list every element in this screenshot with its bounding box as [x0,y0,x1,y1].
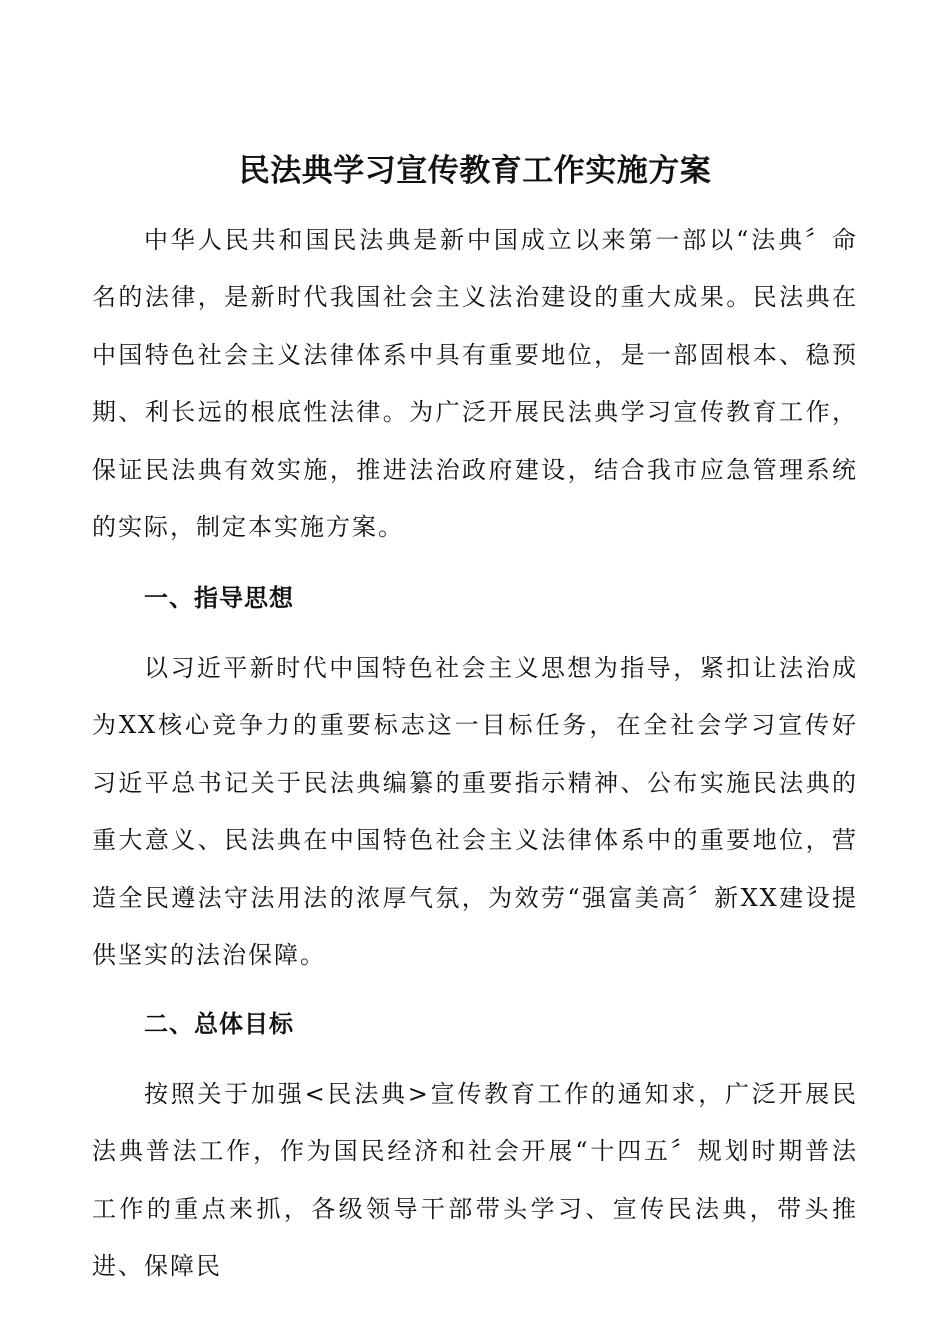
document-title: 民法典学习宣传教育工作实施方案 [238,153,712,189]
intro-paragraph: 中华人民共和国民法典是新中国成立以来第一部以“法典〞命名的法律，是新时代我国社会主义法治建设的重大成果。民法典在中国特色社会主义法律体系中具有重要地位，是一部固根本、稳预期、利长远的根底性法律。为广泛开展民法典学习宣传教育工作，保证民法典有效实施，推进法治政府建设，结合我市应急管理系统的实际，制定本实施方案。 [92,226,858,542]
section-body-guiding-ideology: 以习近平新时代中国特色社会主义思想为指导，紧扣让法治成为XX核心竞争力的重要标志这一目标任务，在全社会学习宣传好习近平总书记关于民法典编纂的重要指示精神、公布实施民法典的重大意义、民法典在中国特色社会主义法律体系中的重要地位，营造全民遵法守法用法的浓厚气氛，为效劳“强富美高〞新XX建设提供坚实的法治保障。 [92,654,858,970]
section-heading-guiding-ideology: 一、指导思想 [144,584,294,612]
section-heading-overall-goal: 二、总体目标 [144,1010,294,1038]
section-body-overall-goal: 按照关于加强<民法典>宣传教育工作的通知求，广泛开展民法典普法工作，作为国民经济和社会开展“十四五〞规划时期普法工作的重点来抓，各级领导干部带头学习、宣传民法典，带头推进、保障民 [92,1080,858,1281]
